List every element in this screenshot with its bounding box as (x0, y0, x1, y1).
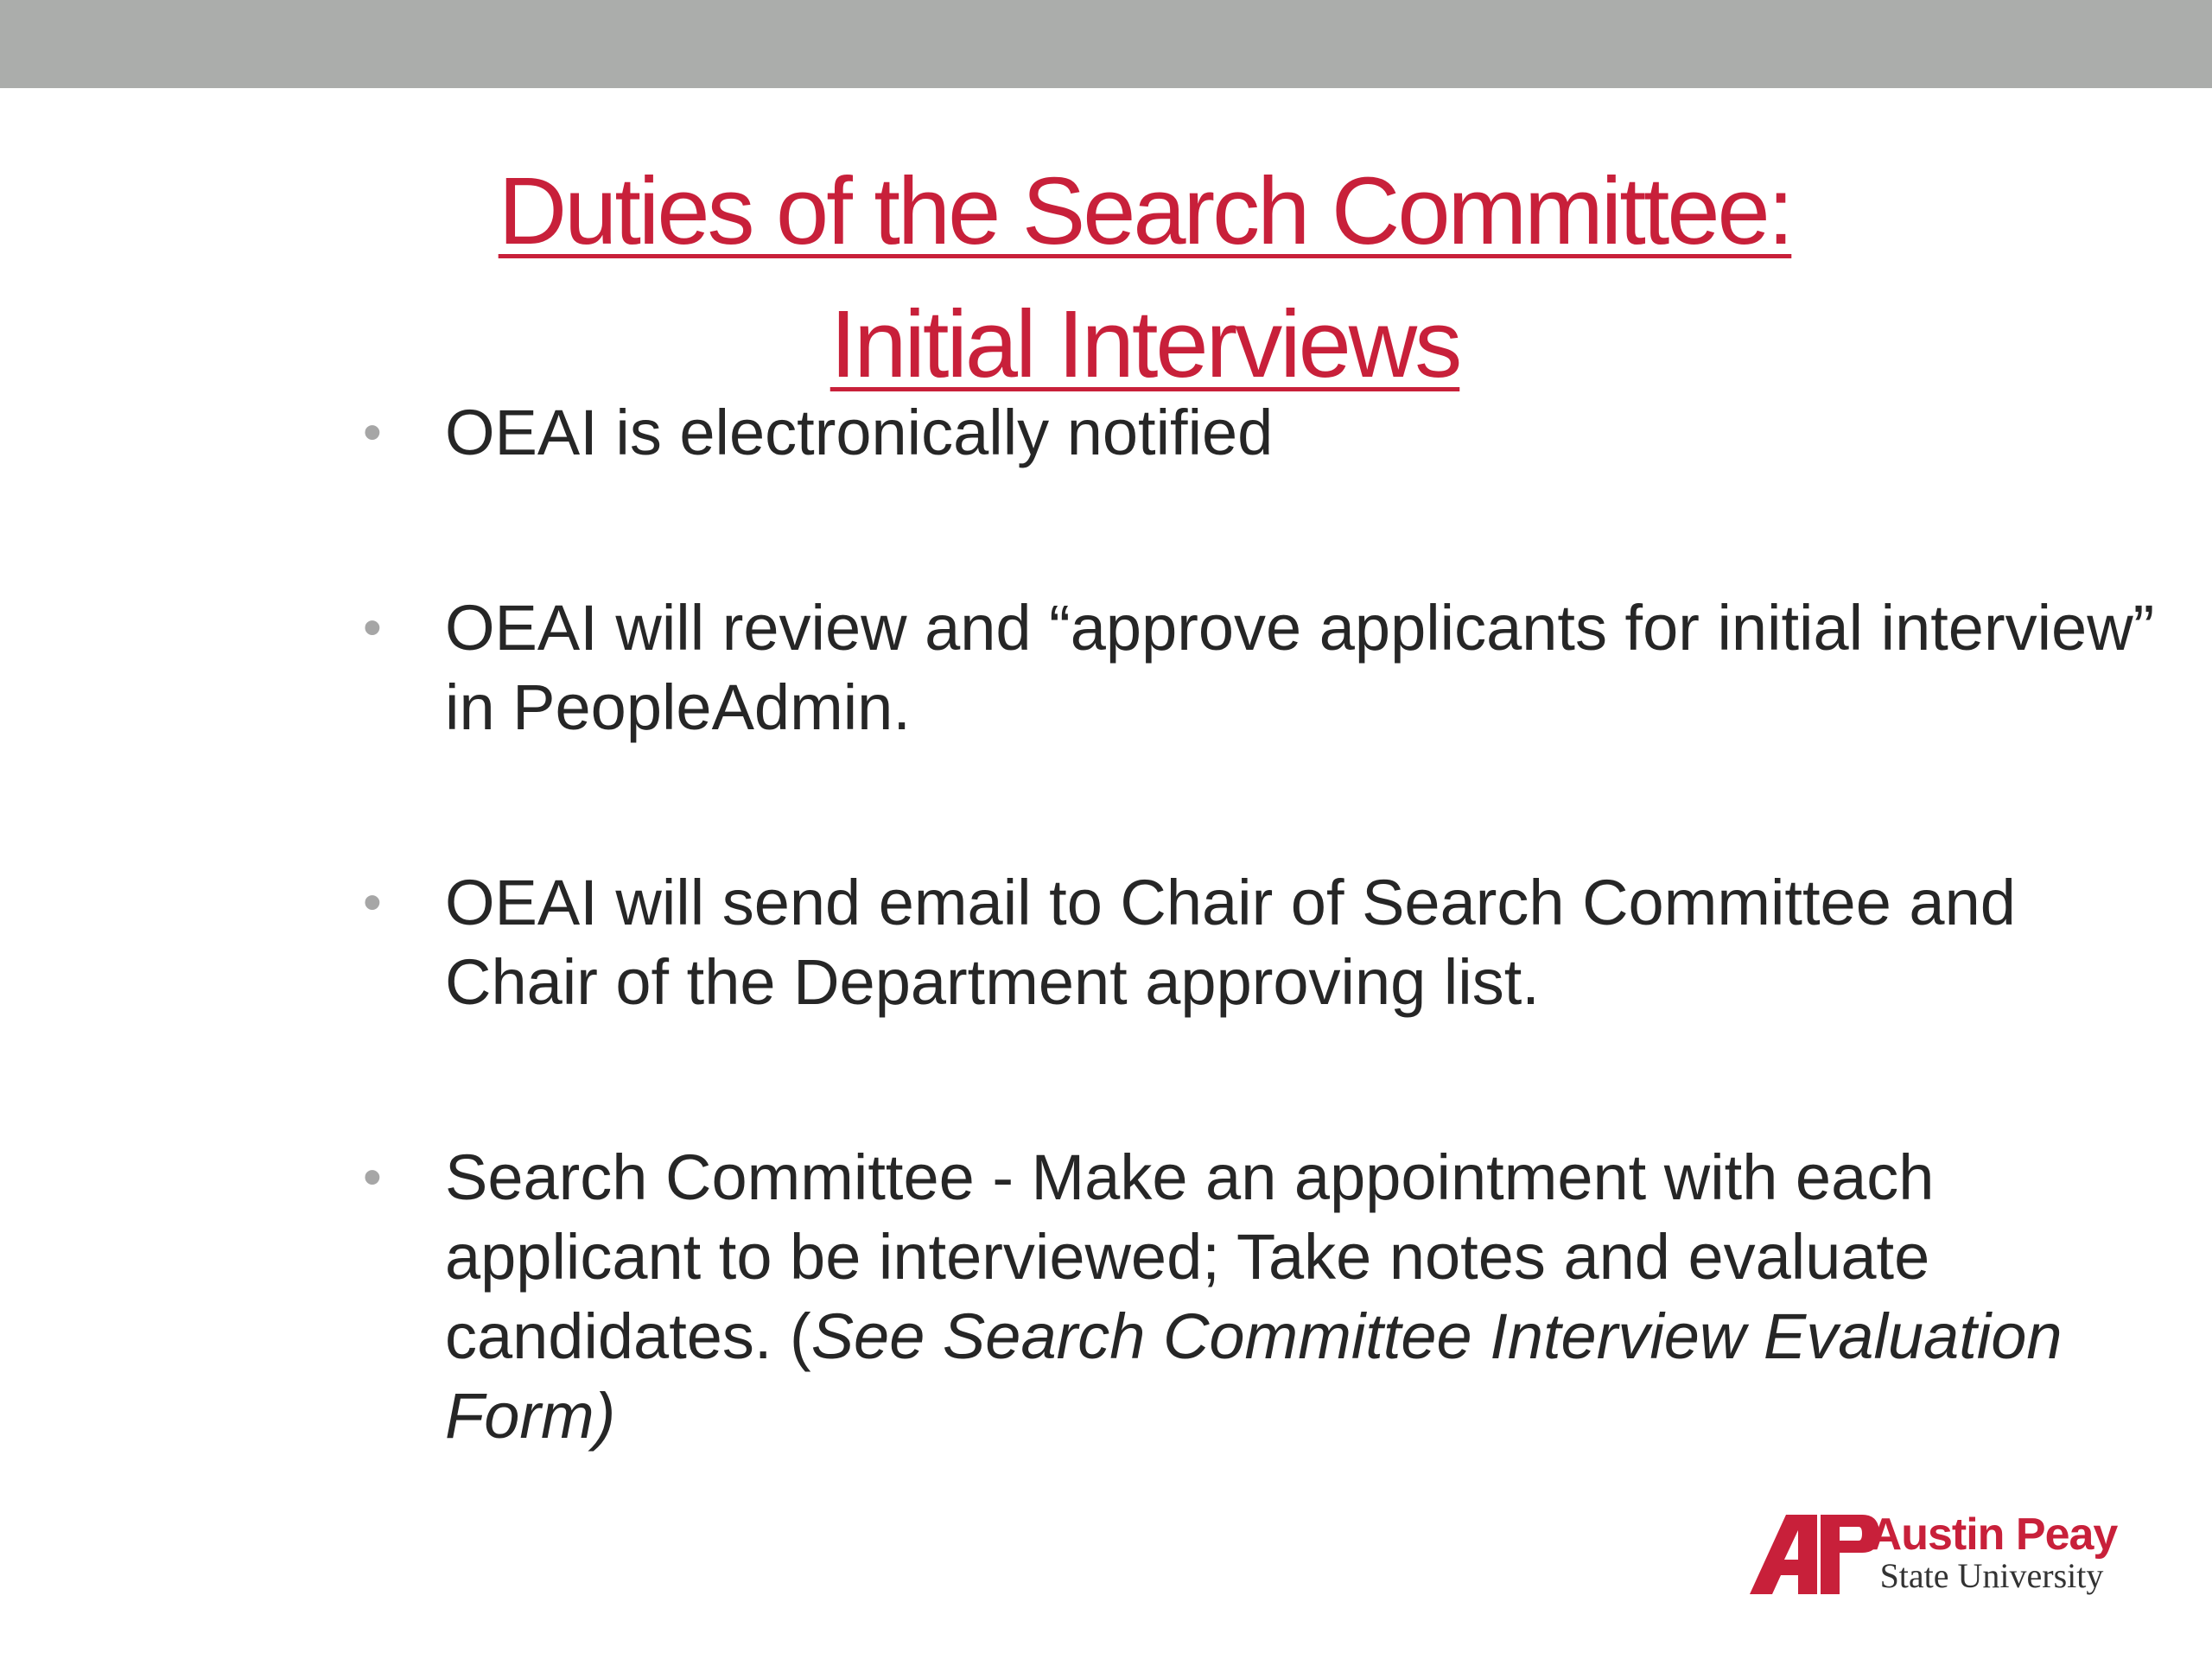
austin-peay-logo-graphic (1750, 1508, 2121, 1603)
logo-mark-a (1750, 1515, 1817, 1594)
bullet-text: OEAI will review and “approve applicants for initial interview” in PeopleAdmin. (445, 592, 2155, 743)
logo-name-line2: State University (1879, 1556, 2104, 1595)
austin-peay-logo (1750, 1508, 2121, 1603)
bullet-icon: • (363, 873, 382, 932)
bullet-item (363, 863, 2164, 1022)
bullet-text: Search Committee - Make an appointment with each applicant to be interviewed; Take notes and evaluate candidates. ( (445, 1141, 1935, 1372)
bullet-item (363, 1138, 2164, 1456)
bullet-text: OEAI will send email to Chair of Search Committee and Chair of the Department approving list. (445, 867, 2016, 1018)
title-line-1: Duties of the Search Committee: (498, 158, 1792, 264)
bullet-text: OEAI is electronically notified (445, 397, 1274, 468)
bullet-icon: • (363, 1147, 382, 1207)
bullet-item (363, 588, 2164, 747)
top-band (0, 0, 2212, 88)
bullet-icon: • (363, 403, 382, 462)
bullet-icon: • (363, 598, 382, 658)
logo-name-line1: Austin Peay (1869, 1510, 2118, 1560)
bullet-list (363, 393, 2164, 1572)
title-line-2: Initial Interviews (830, 291, 1460, 397)
slide-title (0, 145, 2212, 411)
bullet-text-italic: See Search Committee Interview Evaluation Form) (445, 1300, 2063, 1452)
bullet-item (363, 393, 2164, 473)
